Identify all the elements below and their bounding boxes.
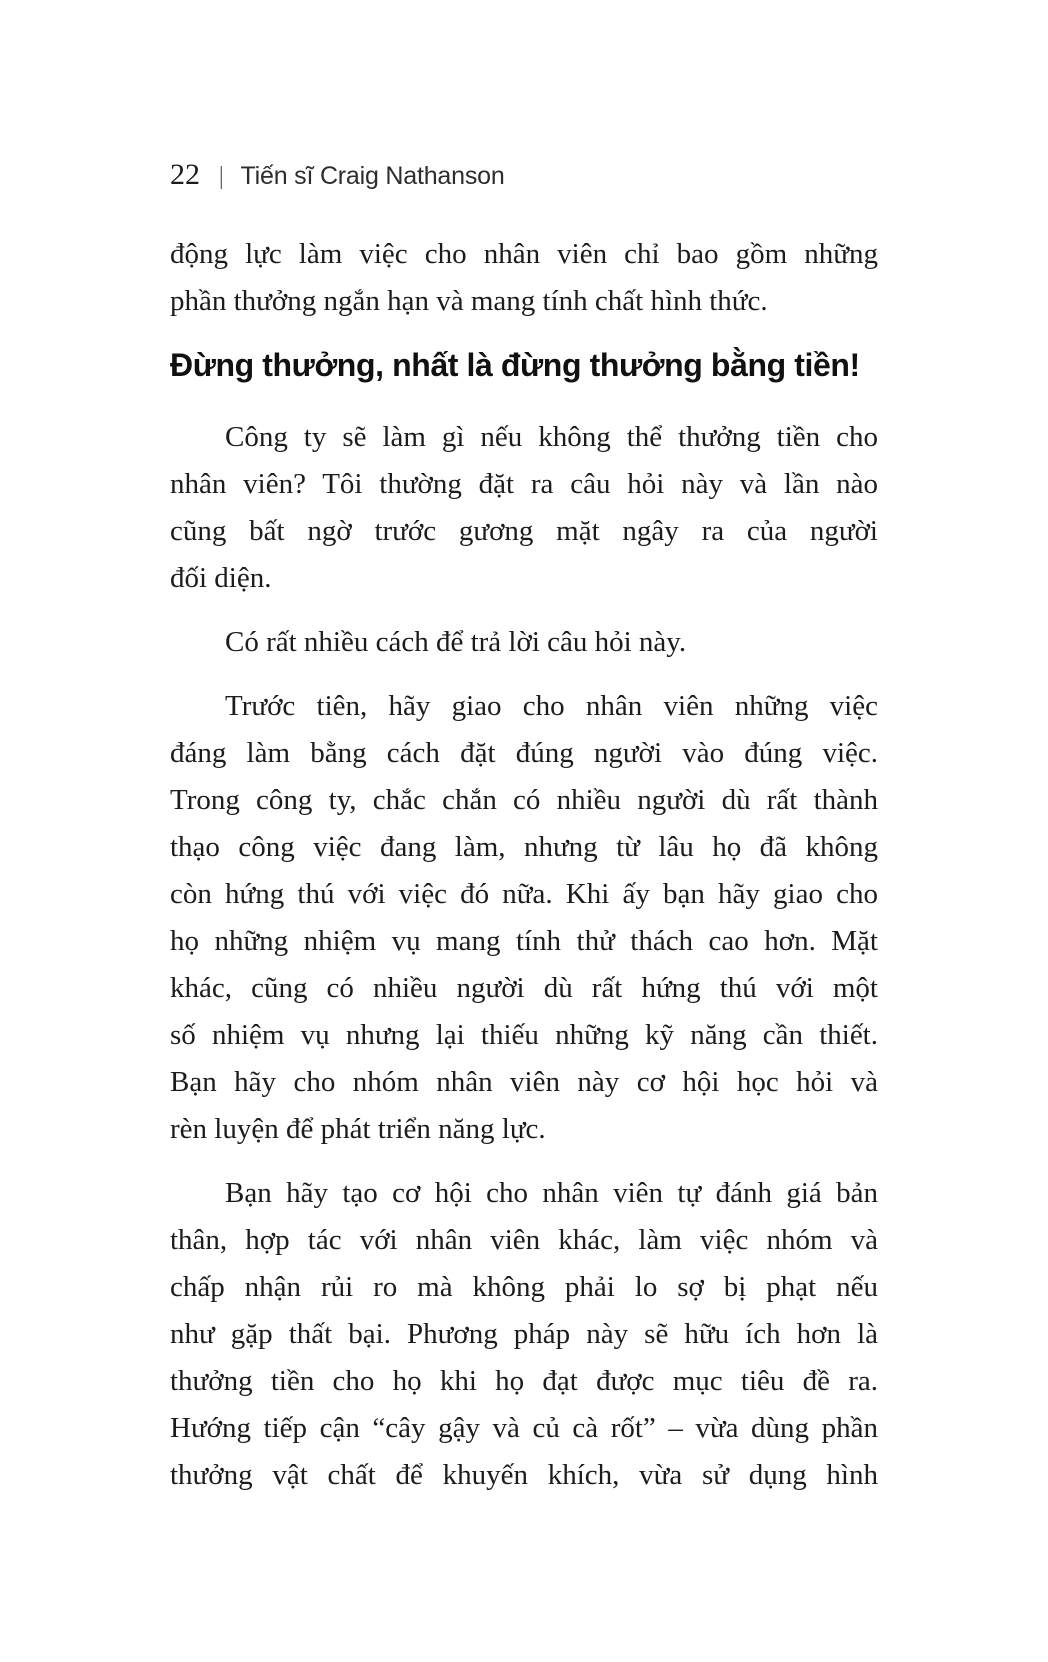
text-line: Bạn hãy tạo cơ hội cho nhân viên tự đánh giá bản (225, 1177, 878, 1209)
text-line: thân, hợp tác với nhân viên khác, làm việc nhóm và (170, 1224, 878, 1256)
text-line: họ những nhiệm vụ mang tính thử thách cao hơn. Mặt (170, 925, 878, 957)
text-line: còn hứng thú với việc đó nữa. Khi ấy bạn hãy giao cho (170, 878, 878, 910)
running-title: Tiến sĩ Craig Nathanson (240, 162, 505, 190)
header-separator: | (219, 162, 224, 190)
text-line: thưởng tiền cho họ khi họ đạt được mục tiêu đề ra. (170, 1365, 878, 1397)
text-line: khác, cũng có nhiều người dù rất hứng thú với một (170, 972, 878, 1004)
body-text-column (170, 231, 878, 1516)
text-line: đối diện. (170, 562, 272, 594)
paragraph (170, 683, 878, 1153)
text-line: Hướng tiếp cận “cây gậy và củ cà rốt” – vừa dùng phần (170, 1412, 878, 1444)
text-line: cũng bất ngờ trước gương mặt ngây ra của người (170, 515, 878, 547)
text-line: Trước tiên, hãy giao cho nhân viên những việc (225, 690, 878, 722)
paragraph (170, 414, 878, 602)
paragraph (170, 619, 878, 666)
page-header (170, 158, 505, 192)
paragraph (170, 231, 878, 325)
text-line: số nhiệm vụ nhưng lại thiếu những kỹ năng cần thiết. (170, 1019, 878, 1051)
section-heading: Đừng thưởng, nhất là đừng thưởng bằng tiền! (170, 347, 860, 383)
text-line: đáng làm bằng cách đặt đúng người vào đúng việc. (170, 737, 878, 769)
text-line: nhân viên? Tôi thường đặt ra câu hỏi này và lần nào (170, 468, 878, 500)
text-line: thạo công việc đang làm, nhưng từ lâu họ đã không (170, 831, 878, 863)
text-line: rèn luyện để phát triển năng lực. (170, 1113, 546, 1145)
text-line: Trong công ty, chắc chắn có nhiều người dù rất thành (170, 784, 878, 816)
text-line: Công ty sẽ làm gì nếu không thể thưởng tiền cho (225, 421, 878, 453)
text-line: chấp nhận rủi ro mà không phải lo sợ bị phạt nếu (170, 1271, 878, 1303)
text-line: như gặp thất bại. Phương pháp này sẽ hữu ích hơn là (170, 1318, 878, 1350)
text-line: phần thưởng ngắn hạn và mang tính chất hình thức. (170, 285, 768, 317)
text-line: Bạn hãy cho nhóm nhân viên này cơ hội học hỏi và (170, 1066, 878, 1098)
paragraph (170, 1170, 878, 1499)
text-line: thưởng vật chất để khuyến khích, vừa sử dụng hình (170, 1459, 878, 1491)
text-line: động lực làm việc cho nhân viên chỉ bao gồm những (170, 238, 878, 270)
page-number: 22 (170, 158, 200, 191)
text-line: Có rất nhiều cách để trả lời câu hỏi này. (225, 626, 687, 658)
